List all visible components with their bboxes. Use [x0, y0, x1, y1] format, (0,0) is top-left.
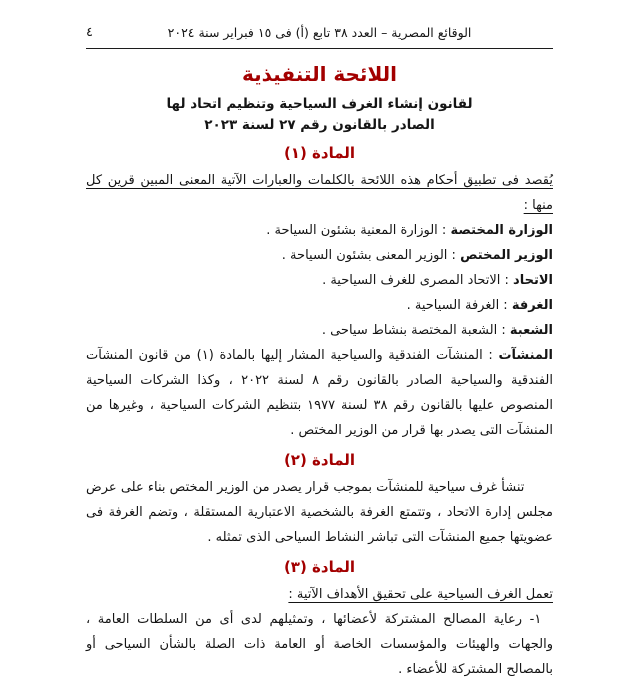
- article-3-item-1: ١- رعاية المصالح المشتركة لأعضائها ، وتمثيلهم لدى أى من السلطات العامة ، والجهات والهيئات والمؤسسات الخاصة أو العامة ذات الصلة بالشأن السياحى أو بالمصالح المشتركة للأعضاء .: [86, 612, 553, 677]
- definition-text: : الشعبة المختصة بنشاط سياحى .: [321, 323, 506, 338]
- definition-text: : الغرفة السياحية .: [406, 298, 508, 313]
- definition-text: : الوزير المعنى بشئون السياحة .: [281, 248, 456, 263]
- definition-row-division: [86, 318, 553, 343]
- definition-text: : المنشآت الفندقية والسياحية المشار إليها بالمادة (١) من قانون المنشآت الفندقية والسياحية الصادر بالقانون رقم ٨ لسنة ٢٠٢٢ ، وكذا الشركات السياحية المنصوص عليها بالقانون رقم ٣٨ لسنة ١٩٧٧ بتنظيم الشركات السياحية ، وغيرها من المنشآت التى يصدر بها قرار من الوزير المختص .: [86, 348, 553, 438]
- definition-term: الغرفة: [511, 298, 553, 313]
- definition-text: : الوزارة المعنية بشئون السياحة .: [266, 223, 447, 238]
- definition-row-chamber: [86, 293, 553, 318]
- definition-term: الوزير المختص: [460, 248, 553, 263]
- definition-term: الوزارة المختصة: [450, 223, 553, 238]
- definition-text: : الاتحاد المصرى للغرف السياحية .: [322, 273, 509, 288]
- document-subtitle-line1: لقانون إنشاء الغرف السياحية وتنظيم اتحاد لها: [166, 96, 473, 112]
- definition-row-minister: [86, 243, 553, 268]
- gazette-title: الوقائع المصرية – العدد ٣٨ تابع (أ) فى ١٥ فبراير سنة ٢٠٢٤: [167, 25, 472, 40]
- definition-term: الاتحاد: [513, 273, 553, 288]
- definition-term: الشعبة: [509, 323, 553, 338]
- definition-row-ministry: [86, 218, 553, 243]
- definition-term: المنشآت: [498, 348, 553, 363]
- document-title: اللائحة التنفيذية: [241, 62, 397, 86]
- article-2-heading: المادة (٢): [283, 451, 356, 469]
- article-3-intro: تعمل الغرف السياحية على تحقيق الأهداف الآتية :: [288, 587, 553, 602]
- article-1-intro: يُقصد فى تطبيق أحكام هذه اللائحة بالكلمات والعبارات الآتية المعنى المبين قرين كل منها :: [86, 173, 553, 213]
- article-1-heading: المادة (١): [283, 144, 356, 162]
- document-subtitle-line2: الصادر بالقانون رقم ٢٧ لسنة ٢٠٢٣: [204, 117, 435, 133]
- page-number: ٤: [86, 25, 93, 40]
- header-divider: [86, 48, 553, 49]
- article-3-heading: المادة (٣): [283, 558, 356, 576]
- definition-row-federation: [86, 268, 553, 293]
- definition-row-establishments: [86, 343, 553, 443]
- article-2-body: تنشأ غرف سياحية للمنشآت بموجب قرار يصدر من الوزير المختص بناء على عرض مجلس إدارة الاتحاد ، وتتمتع الغرفة بالشخصية الاعتبارية المستقلة ، وتضم الغرفة فى عضويتها جميع المنشآت التى تباشر النشاط السياحى الذى تمثله .: [86, 480, 553, 545]
- page-header: [86, 24, 553, 48]
